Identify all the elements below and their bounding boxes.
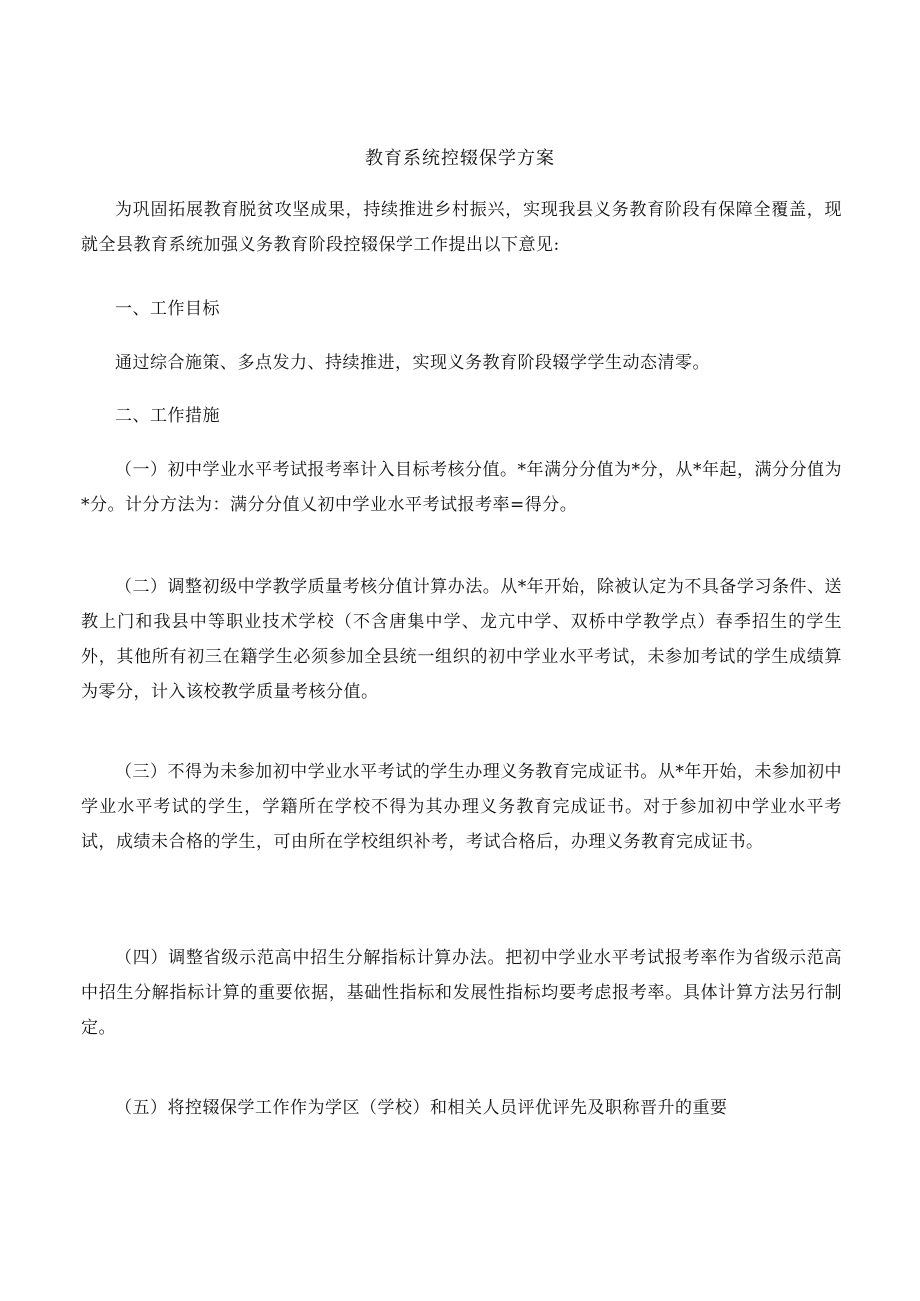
measure-item-1: （一）初中学业水平考试报考率计入目标考核分值。*年满分分值为*分，从*年起，满分分值为*分。计分方法为：满分分值乂初中学业水平考试报考率=得分。: [81, 460, 842, 515]
section-heading-goals: 一、工作目标: [115, 299, 220, 319]
section-heading-measures: 二、工作措施: [115, 406, 220, 426]
intro-paragraph: 为巩固拓展教育脱贫攻坚成果，持续推进乡村振兴，实现我县义务教育阶段有保障全覆盖，现就全县教育系统加强义务教育阶段控辍保学工作提出以下意见:: [81, 200, 842, 255]
document-title: 教育系统控辍保学方案: [365, 148, 555, 169]
measure-item-2: （二）调整初级中学教学质量考核分值计算办法。从*年开始，除被认定为不具备学习条件、送教上门和我县中等职业技术学校（不含唐集中学、龙亢中学、双桥中学教学点）春季招生的学生外，其他所有初三在籍学生必须参加全县统一组织的初中学业水平考试，未参加考试的学生成绩算为零分，计入该校教学质量考核分值。: [81, 577, 842, 702]
measure-item-4: （四）调整省级示范高中招生分解指标计算办法。把初中学业水平考试报考率作为省级示范高中招生分解指标计算的重要依据，基础性指标和发展性指标均要考虑报考率。具体计算方法另行制定。: [81, 948, 842, 1038]
goals-paragraph: 通过综合施策、多点发力、持续推进，实现义务教育阶段辍学学生动态清零。: [115, 353, 710, 373]
measure-item-3: （三）不得为未参加初中学业水平考试的学生办理义务教育完成证书。从*年开始，未参加初中学业水平考试的学生，学籍所在学校不得为其办理义务教育完成证书。对于参加初中学业水平考试，成绩未合格的学生，可由所在学校组织补考，考试合格后，办理义务教育完成证书。: [81, 762, 842, 852]
measure-item-5: （五）将控辍保学工作作为学区（学校）和相关人员评优评先及职称晋升的重要: [115, 1098, 728, 1118]
